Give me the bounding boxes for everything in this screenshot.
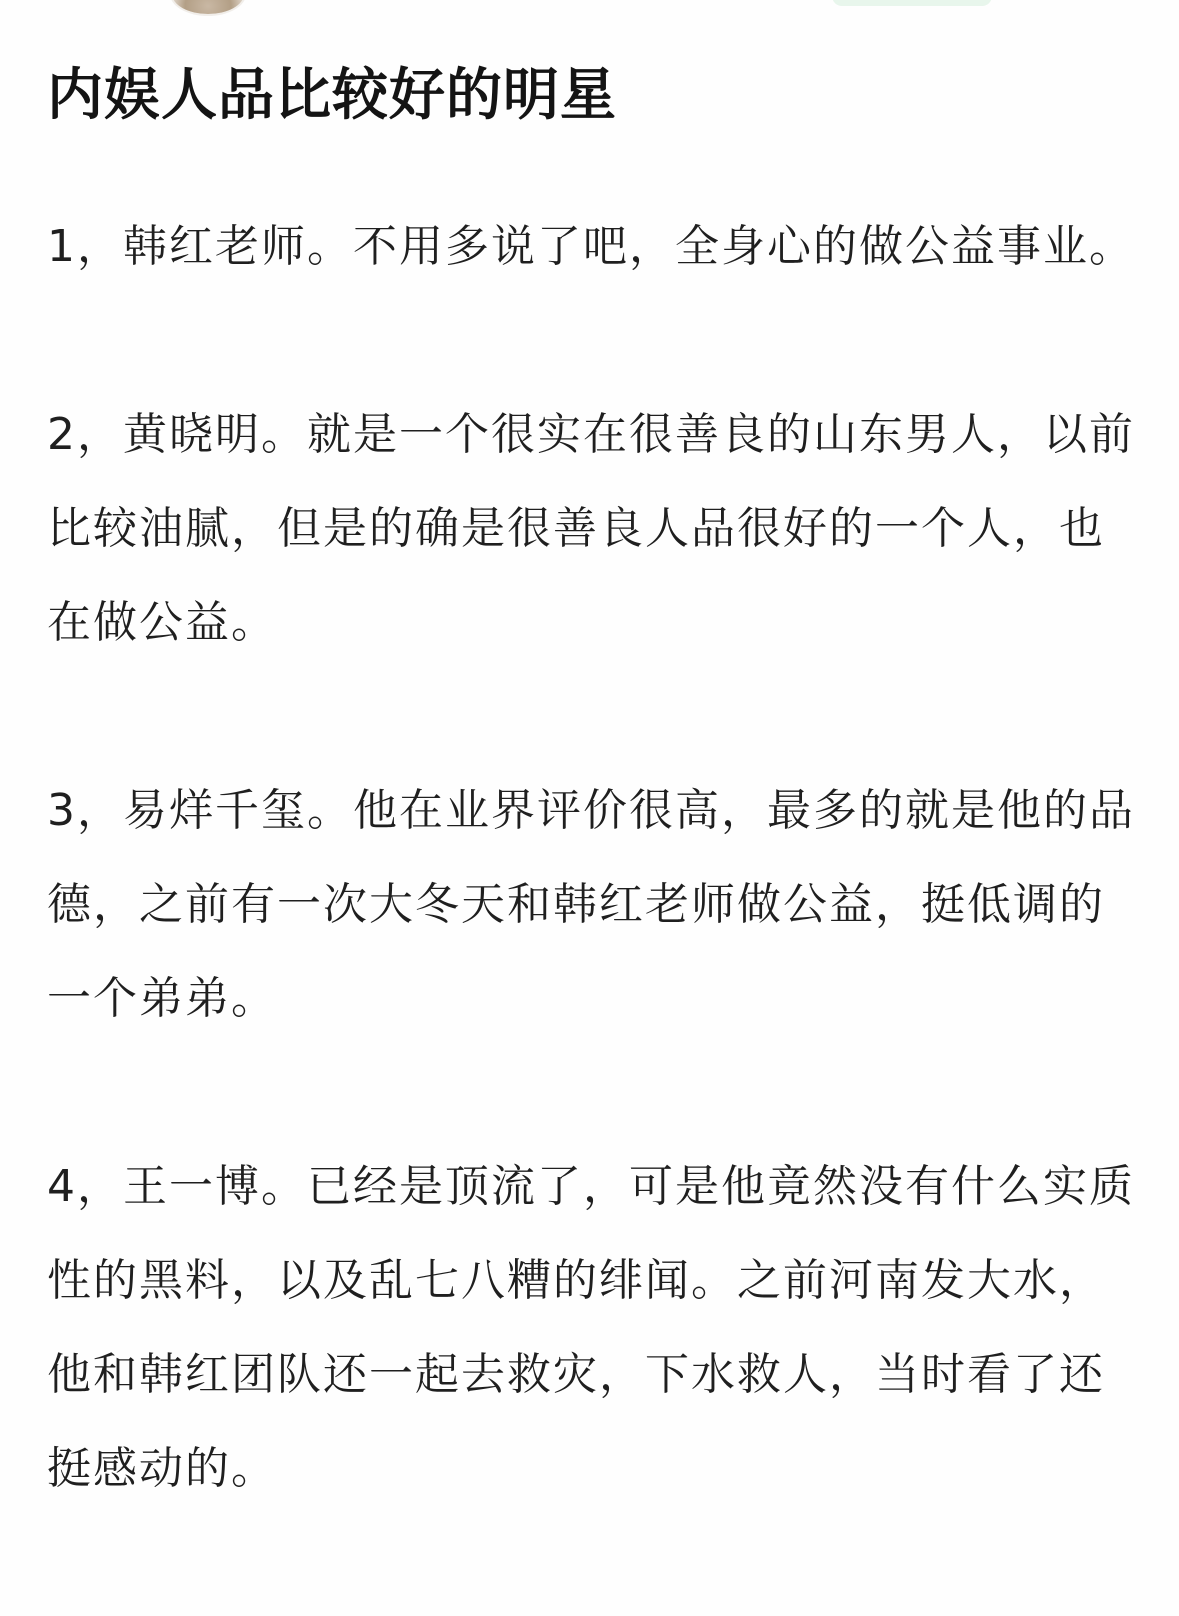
list-item: 1，韩红老师。不用多说了吧，全身心的做公益事业。 (47, 221, 1135, 272)
post-body (47, 200, 1137, 1516)
author-avatar[interactable] (172, 0, 244, 14)
post-content (47, 48, 1137, 1610)
follow-button[interactable] (832, 0, 992, 6)
list-item: 3，易烊千玺。他在业界评价很高，最多的就是他的品德，之前有一次大冬天和韩红老师做公益，挺低调的一个弟弟。 (47, 785, 1135, 1024)
list-item: 4，王一博。已经是顶流了，可是他竟然没有什么实质性的黑料，以及乱七八糟的绯闻。之前河南发大水，他和韩红团队还一起去救灾，下水救人，当时看了还挺感动的。 (47, 1161, 1135, 1494)
list-item: 2，黄晓明。就是一个很实在很善良的山东男人，以前比较油腻，但是的确是很善良人品很好的一个人，也在做公益。 (47, 409, 1135, 648)
post-title: 内娱人品比较好的明星 (47, 63, 617, 128)
post-header-strip (0, 0, 1179, 20)
